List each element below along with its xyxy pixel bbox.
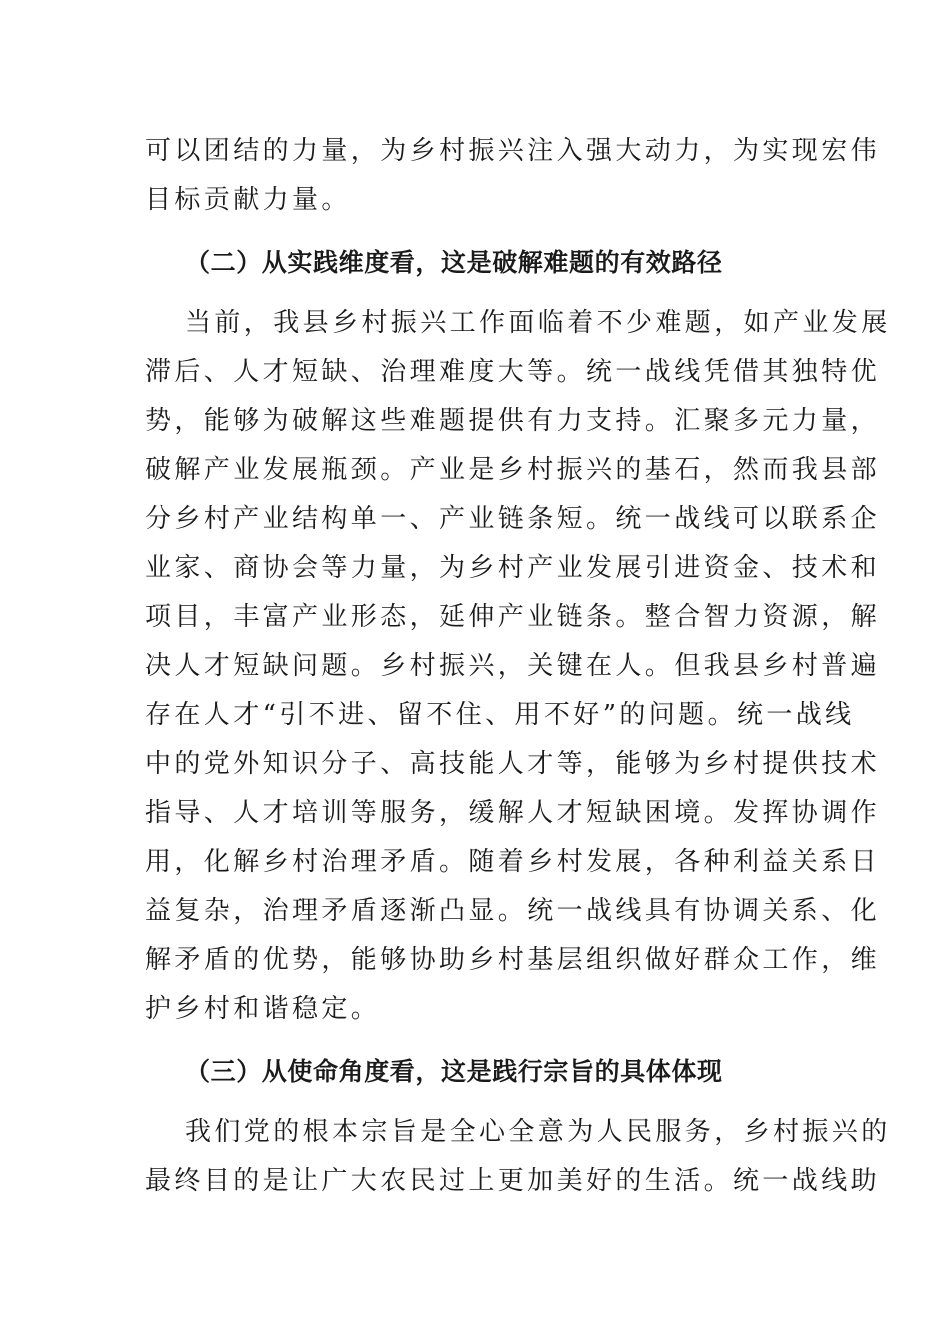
paragraph-line: 益复杂，治理矛盾逐渐凸显。统一战线具有协调关系、化 [145,896,881,926]
paragraph-line: 解矛盾的优势，能够协助乡村基层组织做好群众工作，维 [145,945,881,975]
paragraph-line: 最终目的是让广大农民过上更加美好的生活。统一战线助 [145,1166,881,1196]
section-3-heading: （三）从使命角度看，这是践行宗旨的具体体现 [185,1057,723,1086]
section-2-paragraph [145,299,891,1034]
paragraph-line: 护乡村和谐稳定。 [145,994,381,1024]
paragraph-line: 分乡村产业结构单一、产业链条短。统一战线可以联系企 [145,504,881,534]
paragraph-line: 我们党的根本宗旨是全心全意为人民服务，乡村振兴的 [185,1117,891,1147]
paragraph-line: 滞后、人才短缺、治理难度大等。统一战线凭借其独特优 [145,357,881,387]
paragraph-line: 可以团结的力量，为乡村振兴注入强大动力，为实现宏伟 [145,136,881,166]
paragraph-line: 目标贡献力量。 [145,185,351,215]
section-2-heading: （二）从实践维度看，这是破解难题的有效路径 [185,248,723,277]
paragraph-line: 项目，丰富产业形态，延伸产业链条。整合智力资源，解 [145,602,881,632]
intro-paragraph [145,127,881,225]
paragraph-line: 中的党外知识分子、高技能人才等，能够为乡村提供技术 [145,749,881,779]
paragraph-line: 当前，我县乡村振兴工作面临着不少难题，如产业发展 [185,308,891,338]
paragraph-line: 指导、人才培训等服务，缓解人才短缺困境。发挥协调作 [145,798,881,828]
paragraph-line: 决人才短缺问题。乡村振兴，关键在人。但我县乡村普遍 [145,651,881,681]
paragraph-line: 用，化解乡村治理矛盾。随着乡村发展，各种利益关系日 [145,847,881,877]
paragraph-line: 破解产业发展瓶颈。产业是乡村振兴的基石，然而我县部 [145,455,881,485]
paragraph-line: 存在人才“引不进、留不住、用不好”的问题。统一战线 [145,700,855,730]
document-page [145,127,891,1206]
paragraph-line: 业家、商协会等力量，为乡村产业发展引进资金、技术和 [145,553,881,583]
section-3-paragraph [145,1108,891,1206]
paragraph-line: 势，能够为破解这些难题提供有力支持。汇聚多元力量， [145,406,881,436]
